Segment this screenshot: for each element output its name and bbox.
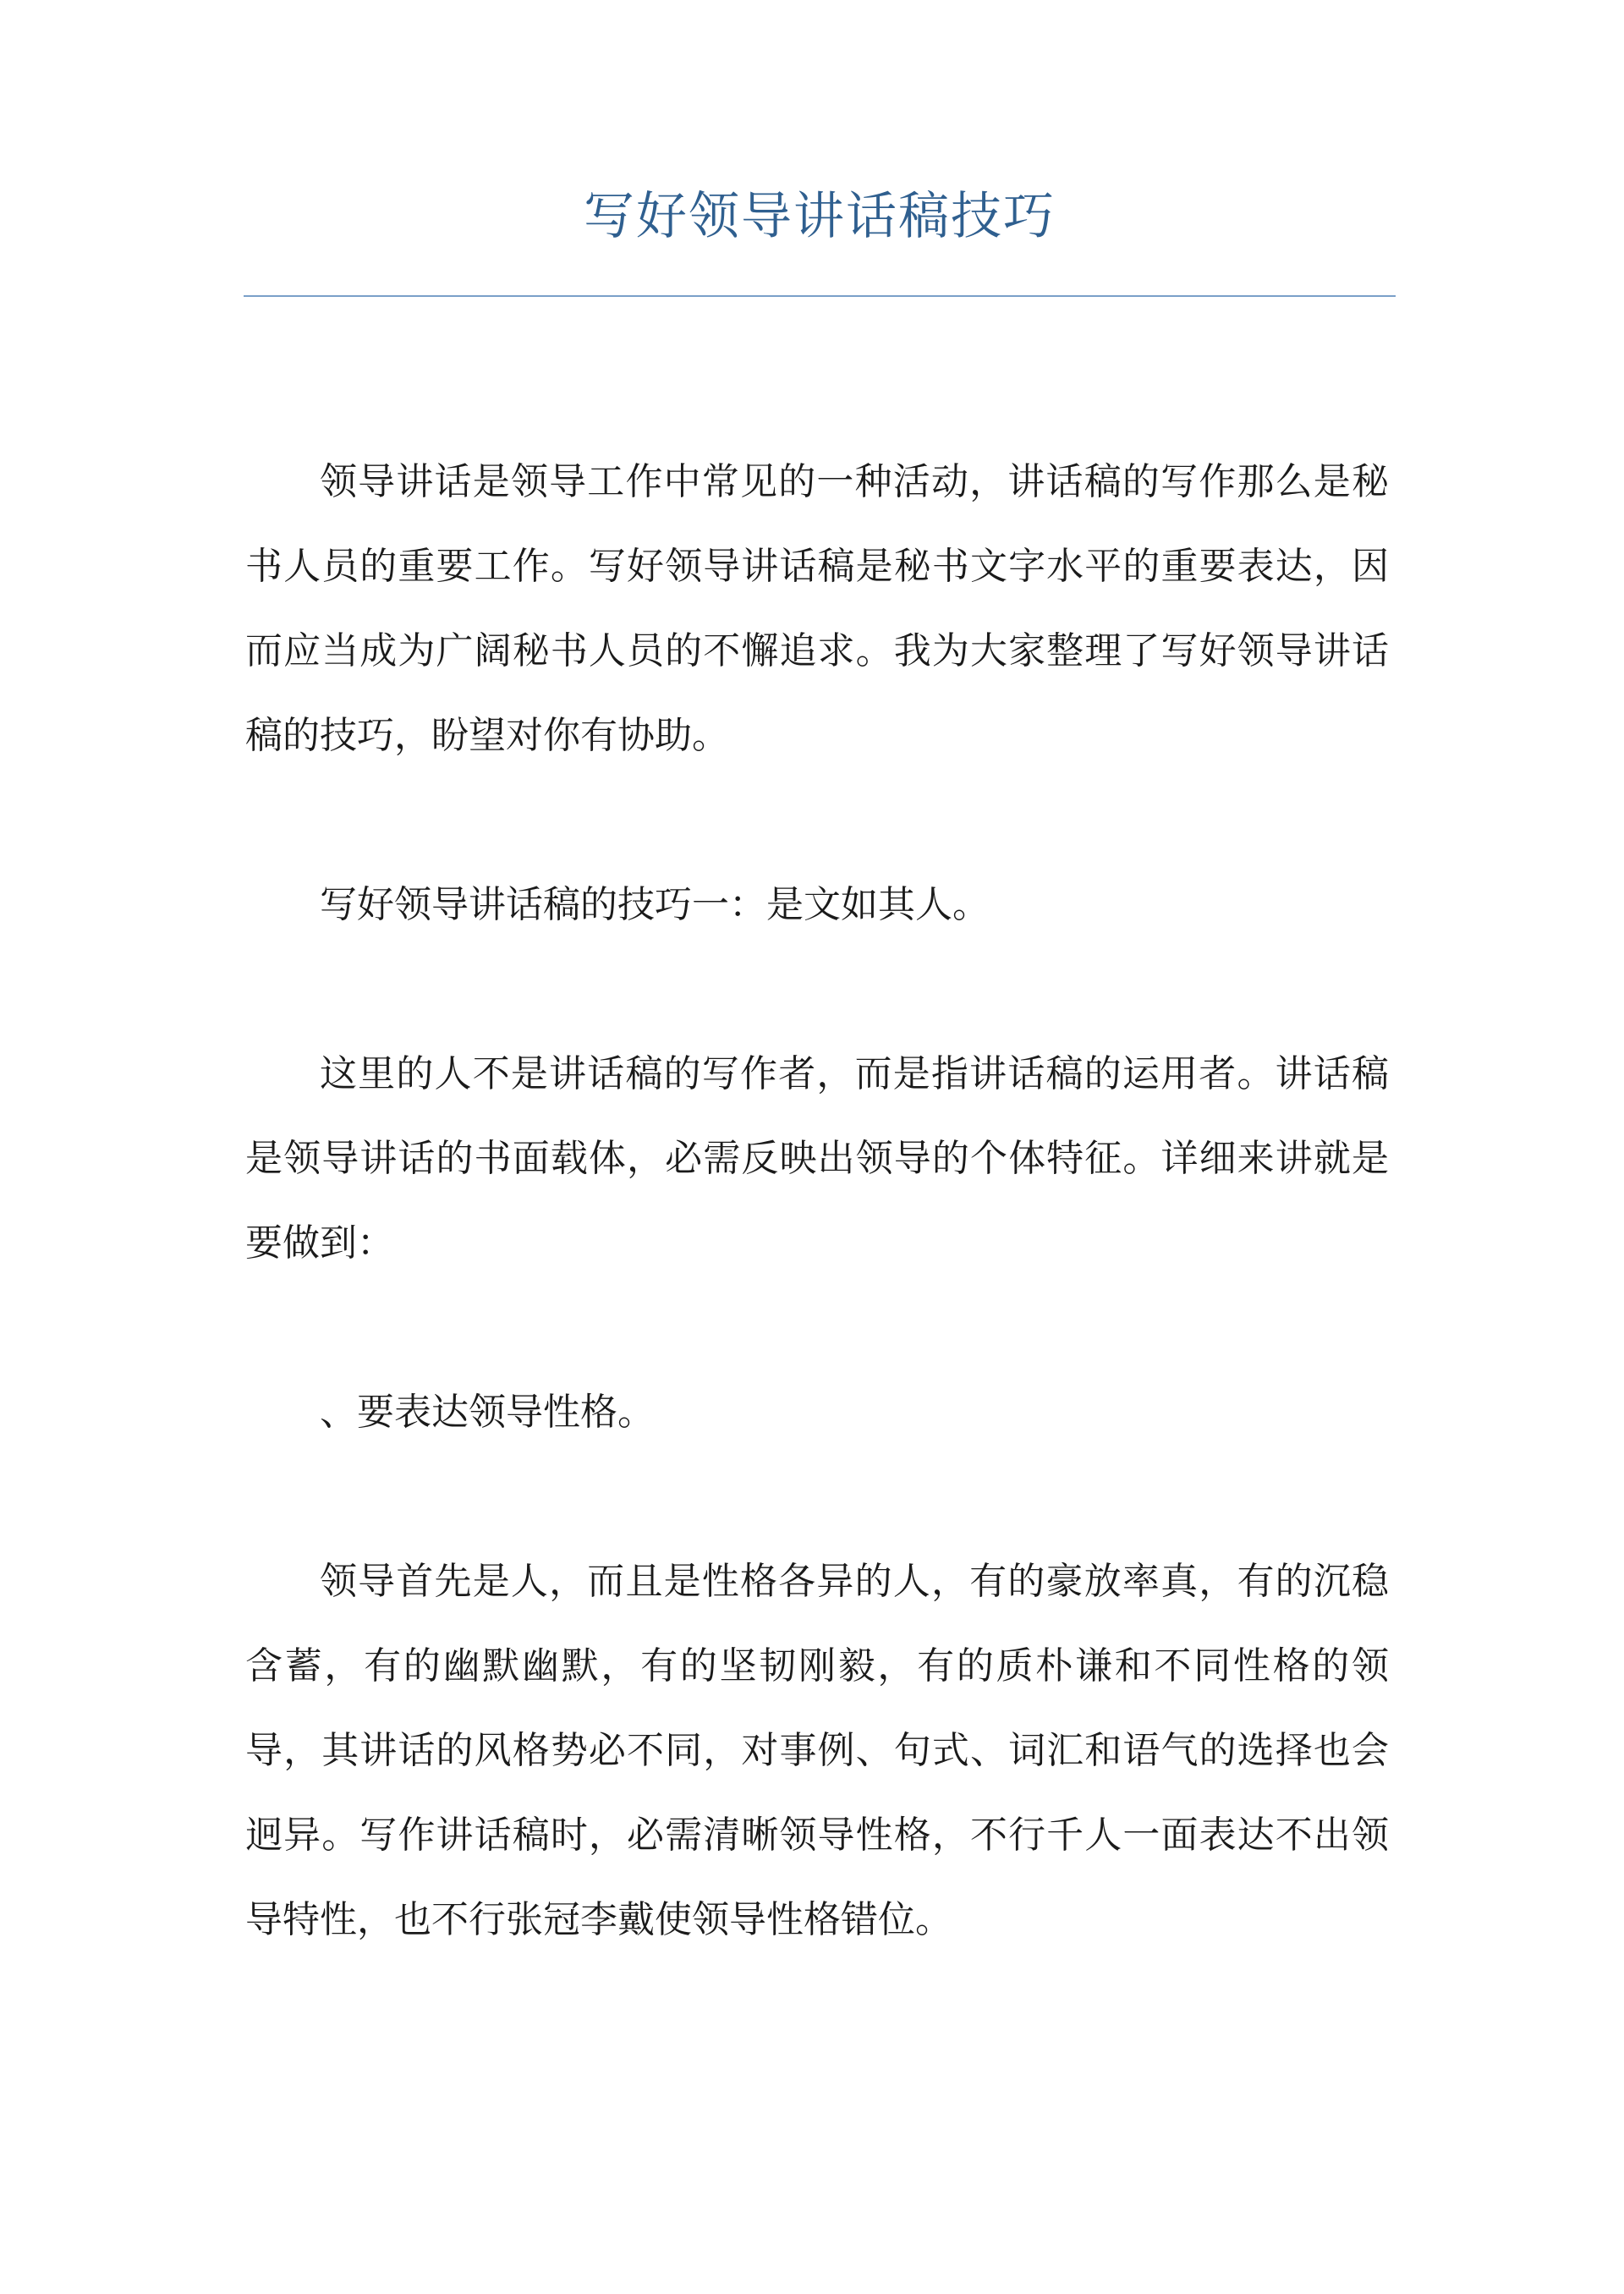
paragraph-spacer — [245, 778, 1389, 863]
title-underline — [244, 295, 1396, 297]
document-title: 写好领导讲话稿技巧 — [584, 187, 1056, 246]
paragraph-intro: 领导讲话是领导工作中常见的一种活动，讲话稿的写作那么是秘书人员的重要工作。写好领导讲话稿是秘书文字水平的重要表达，因而应当成为广阔秘书人员的不懈追求。我为大家整理了写好领导讲话稿的技巧，盼望对你有协助。 — [245, 460, 1389, 757]
paragraph-tip-one-heading: 写好领导讲话稿的技巧一：是文如其人。 — [320, 883, 990, 926]
paragraph-tip-one-explanation: 这里的人不是讲话稿的写作者，而是指讲话稿的运用者。讲话稿是领导讲话的书面载体，必需反映出领导的个体特征。详细来讲就是要做到： — [245, 1052, 1389, 1265]
paragraph-personality: 领导首先是人，而且是性格各异的人，有的豪放率真，有的沉稳含蓄，有的幽默幽默，有的坚韧刚毅，有的质朴谦和不同性格的领导，其讲话的风格势必不同，对事例、句式、词汇和语气的选择也会迥异。写作讲话稿时，必需清晰领导性格，不行千人一面表达不出领导特性，也不行张冠李戴使领导性格错位。 — [245, 1560, 1389, 1941]
title-block — [244, 186, 1396, 247]
paragraph-spacer — [245, 1286, 1389, 1370]
paragraph-spacer — [245, 947, 1389, 1032]
document-body — [245, 440, 1389, 1962]
paragraph-subpoint-heading: 、要表达领导性格。 — [320, 1391, 655, 1434]
paragraph-spacer — [245, 1455, 1389, 1539]
